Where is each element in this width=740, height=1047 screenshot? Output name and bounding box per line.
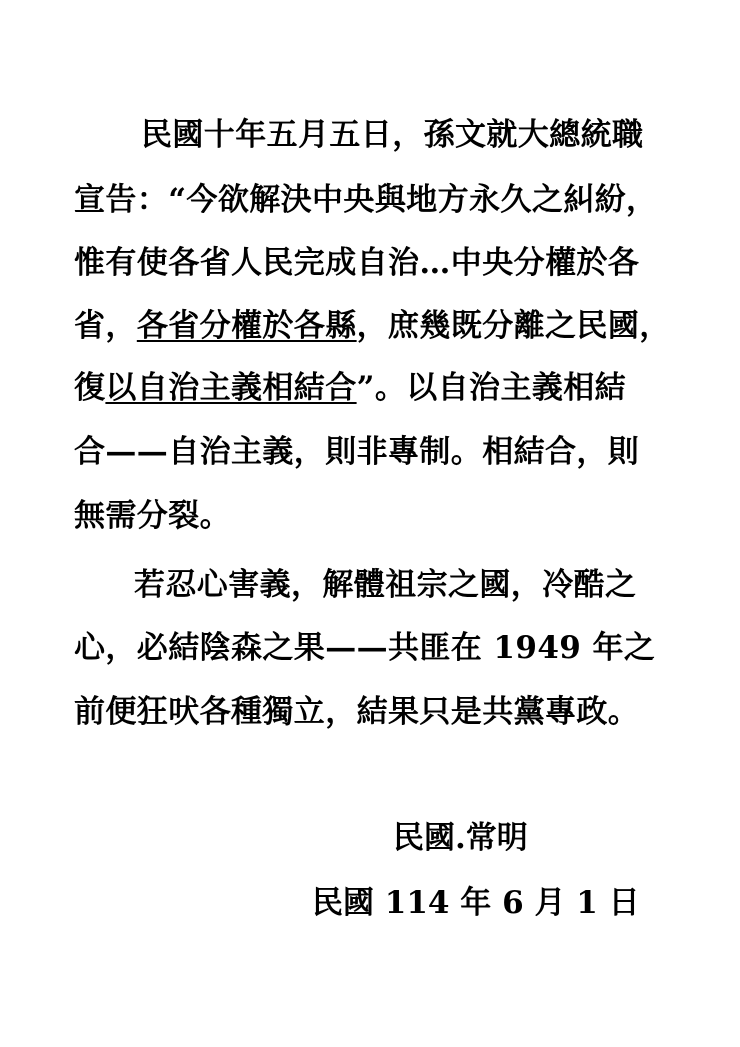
paragraph-1-line-3: 惟有使各省人民完成自治…中央分權於各 <box>74 245 640 281</box>
paragraph-1-line-6: 合——自治主義，則非專制。相結合，則 <box>74 434 640 470</box>
paragraph-2-line-1: 若忍心害義，解體祖宗之國，冷酷之 <box>134 567 637 603</box>
underlined-phrase-self-government: 以自治主義相結合 <box>105 370 357 406</box>
line-4-suffix: ，庶幾既分離之民國， <box>356 308 671 344</box>
paragraph-2-line-3: 前便狂吠各種獨立，結果只是共黨專政。 <box>74 694 640 730</box>
paragraph-1-line-7: 無需分裂。 <box>74 498 231 534</box>
signature-date: 民國 114 年 6 月 1 日 <box>312 885 640 921</box>
paragraph-2-line-2: 心，必結陰森之果——共匪在 1949 年之 <box>74 630 656 666</box>
paragraph-1-line-1: 民國十年五月五日，孫文就大總統職 <box>141 117 644 153</box>
signature-author: 民國.常明 <box>393 820 528 856</box>
line-5-suffix: ”。以自治主義相結 <box>356 370 627 406</box>
line-5-prefix: 復 <box>74 370 106 406</box>
paragraph-1-line-2: 宣告：“今欲解決中央與地方永久之糾紛， <box>74 182 658 218</box>
underlined-phrase-county-power: 各省分權於各縣 <box>136 308 357 344</box>
paragraph-1-line-4 <box>74 306 674 346</box>
line-4-prefix: 省， <box>74 308 137 344</box>
paragraph-1-line-5 <box>74 368 674 408</box>
